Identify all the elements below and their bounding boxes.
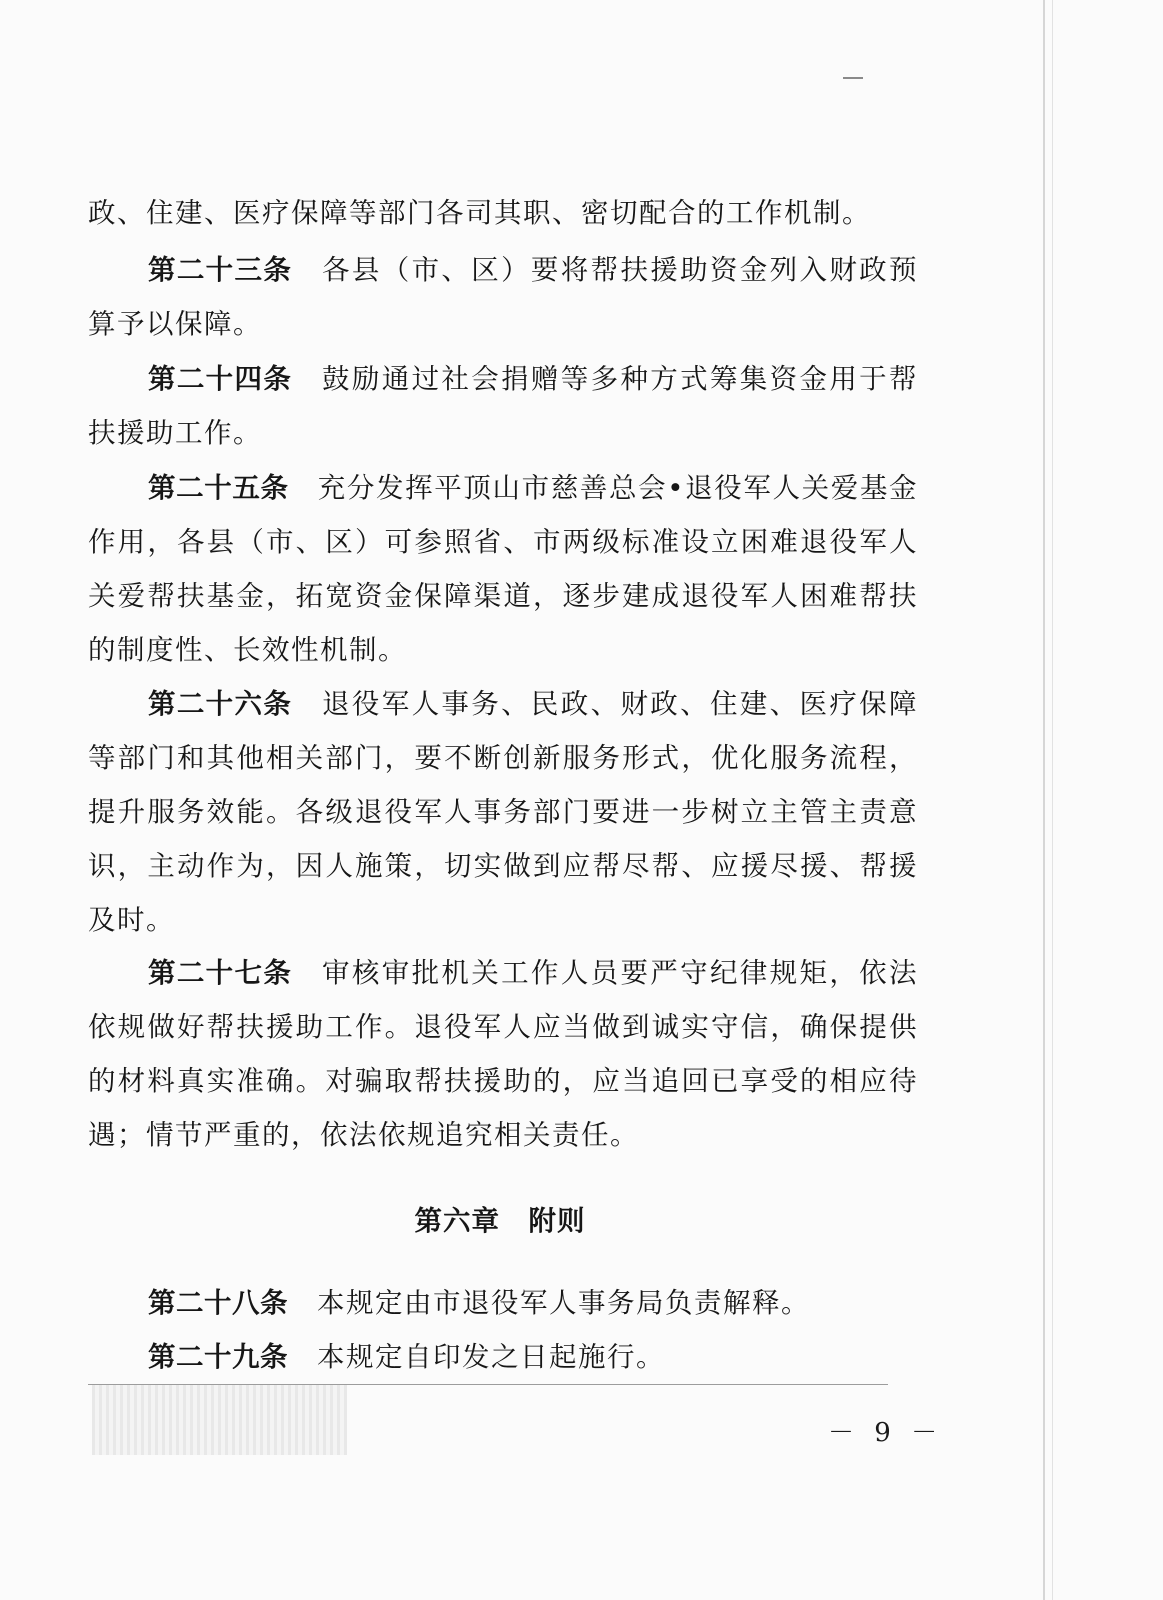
- article-26: [88, 677, 918, 947]
- faint-show-through-stamp: [92, 1385, 347, 1455]
- article-heading: 第二十四条: [148, 363, 293, 395]
- article-text: 退役军人事务、民政、财政、住建、医疗保障等部门和其他相关部门，要不断创新服务形式，优化服务流程，提升服务效能。各级退役军人事务部门要进一步树立主管主责意识，主动作为，因人施策，切实做到应帮尽帮、应援尽援、帮援及时。: [88, 688, 919, 936]
- page-number: － 9 －: [828, 1418, 944, 1448]
- article-heading: 第二十三条: [148, 254, 293, 286]
- article-text: 各县（市、区）要将帮扶援助资金列入财政预算予以保障。: [88, 254, 919, 340]
- article-heading: 第二十八条: [148, 1287, 288, 1319]
- article-text: 本规定自印发之日起施行。: [317, 1341, 665, 1373]
- article-heading: 第二十七条: [148, 957, 293, 989]
- article-23: [88, 243, 918, 351]
- article-heading: 第二十五条: [148, 472, 289, 504]
- article-29: [88, 1330, 918, 1384]
- article-heading: 第二十六条: [148, 688, 293, 720]
- article-24: [88, 352, 918, 460]
- paragraph-text: 政、住建、医疗保障等部门各司其职、密切配合的工作机制。: [88, 197, 871, 229]
- paragraph-continuation: [88, 186, 918, 240]
- chapter-title: 第六章 附则: [414, 1205, 586, 1237]
- article-27: [88, 946, 918, 1162]
- paper-edge-line: [1052, 0, 1053, 1600]
- article-text: 本规定由市退役军人事务局负责解释。: [317, 1287, 810, 1319]
- article-text: 充分发挥平顶山市慈善总会•退役军人关爱基金作用，各县（市、区）可参照省、市两级标准设立困难退役军人关爱帮扶基金，拓宽资金保障渠道，逐步建成退役军人困难帮扶的制度性、长效性机制。: [88, 472, 919, 666]
- article-25: [88, 461, 918, 677]
- article-heading: 第二十九条: [148, 1341, 288, 1373]
- scan-mark: [843, 77, 863, 79]
- paper-edge-line: [1043, 0, 1045, 1600]
- article-text: 鼓励通过社会捐赠等多种方式筹集资金用于帮扶援助工作。: [88, 363, 919, 449]
- article-28: [88, 1276, 918, 1330]
- article-text: 审核审批机关工作人员要严守纪律规矩，依法依规做好帮扶援助工作。退役军人应当做到诚实守信，确保提供的材料真实准确。对骗取帮扶援助的，应当追回已享受的相应待遇；情节严重的，依法依规追究相关责任。: [88, 957, 919, 1151]
